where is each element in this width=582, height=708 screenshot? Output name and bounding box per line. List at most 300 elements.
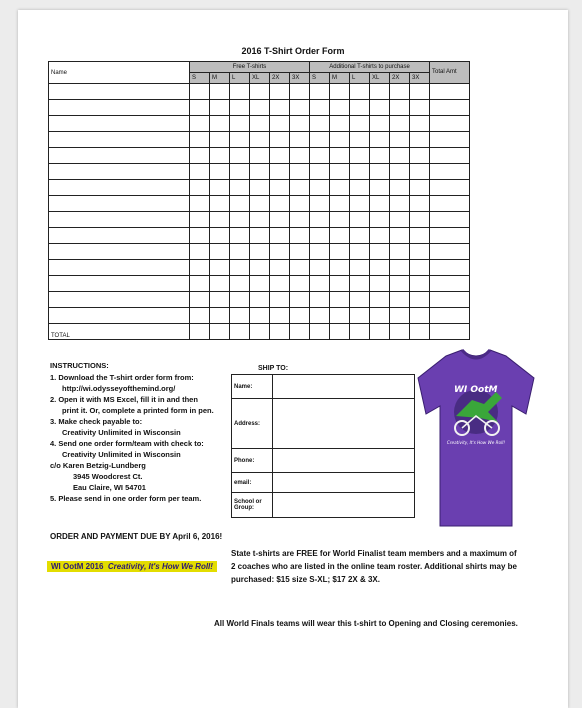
quantity-cell[interactable] [350,196,370,212]
banner-prefix: WI OotM 2016 [51,562,104,571]
ship-field-label: Address: [232,399,273,449]
quantity-cell[interactable] [330,180,350,196]
quantity-cell[interactable] [370,244,390,260]
instruction-line: 3. Make check payable to: [50,417,143,426]
quantity-cell[interactable] [250,292,270,308]
quantity-cell[interactable] [350,148,370,164]
quantity-cell[interactable] [370,148,390,164]
instruction-line: Creativity Unlimited in Wisconsin [62,428,181,437]
total-cell[interactable] [270,324,290,340]
quantity-cell[interactable] [270,292,290,308]
quantity-cell[interactable] [390,100,410,116]
order-row [49,228,470,244]
quantity-cell[interactable] [330,164,350,180]
quantity-cell[interactable] [370,180,390,196]
name-cell[interactable] [49,84,190,100]
total-cell[interactable] [390,324,410,340]
quantity-cell[interactable] [310,196,330,212]
quantity-cell[interactable] [270,100,290,116]
quantity-cell[interactable] [250,276,270,292]
tshirt-body [418,350,534,526]
quantity-cell[interactable] [270,132,290,148]
quantity-cell[interactable] [190,180,210,196]
quantity-cell[interactable] [410,84,430,100]
quantity-cell[interactable] [390,260,410,276]
quantity-cell[interactable] [190,164,210,180]
quantity-cell[interactable] [350,212,370,228]
instruction-line: c/o Karen Betzig-Lundberg [50,461,146,470]
quantity-cell[interactable] [250,84,270,100]
quantity-cell[interactable] [430,180,470,196]
total-cell[interactable] [250,324,270,340]
quantity-cell[interactable] [230,132,250,148]
quantity-cell[interactable] [250,308,270,324]
quantity-cell[interactable] [230,84,250,100]
name-cell[interactable] [49,100,190,116]
quantity-cell[interactable] [370,276,390,292]
quantity-cell[interactable] [310,228,330,244]
quantity-cell[interactable] [310,244,330,260]
tshirt-image [416,348,536,530]
name-cell[interactable] [49,164,190,180]
quantity-cell[interactable] [210,260,230,276]
quantity-cell[interactable] [390,212,410,228]
quantity-cell[interactable] [430,84,470,100]
quantity-cell[interactable] [230,164,250,180]
additional-size-header: S [310,73,330,84]
quantity-cell[interactable] [290,100,310,116]
quantity-cell[interactable] [370,196,390,212]
quantity-cell[interactable] [230,260,250,276]
quantity-cell[interactable] [410,228,430,244]
total-cell[interactable] [370,324,390,340]
quantity-cell[interactable] [190,212,210,228]
quantity-cell[interactable] [310,148,330,164]
quantity-cell[interactable] [190,116,210,132]
name-cell[interactable] [49,212,190,228]
free-size-header: 3X [290,73,310,84]
quantity-cell[interactable] [350,132,370,148]
quantity-cell[interactable] [190,196,210,212]
name-cell[interactable] [49,148,190,164]
order-row [49,244,470,260]
quantity-cell[interactable] [270,276,290,292]
quantity-cell[interactable] [330,100,350,116]
quantity-cell[interactable] [350,276,370,292]
quantity-cell[interactable] [430,292,470,308]
additional-size-header: XL [370,73,390,84]
quantity-cell[interactable] [230,100,250,116]
quantity-cell[interactable] [370,228,390,244]
quantity-cell[interactable] [410,244,430,260]
quantity-cell[interactable] [430,276,470,292]
quantity-cell[interactable] [190,148,210,164]
order-row [49,308,470,324]
name-cell[interactable] [49,116,190,132]
quantity-cell[interactable] [390,148,410,164]
instruction-line: Creativity Unlimited in Wisconsin [62,450,181,459]
due-date-notice: ORDER AND PAYMENT DUE BY April 6, 2016! [50,532,223,541]
ship-field-input[interactable] [273,493,415,518]
free-size-header: L [230,73,250,84]
total-cell[interactable] [430,324,470,340]
tshirt-graphic-text: Creativity, It's How We Roll! [446,440,506,445]
quantity-cell[interactable] [430,116,470,132]
quantity-cell[interactable] [230,148,250,164]
quantity-cell[interactable] [290,308,310,324]
quantity-cell[interactable] [330,260,350,276]
quantity-cell[interactable] [430,196,470,212]
name-cell[interactable] [49,228,190,244]
total-cell[interactable] [310,324,330,340]
quantity-cell[interactable] [410,276,430,292]
quantity-cell[interactable] [430,148,470,164]
total-amt-header: Total Amt [430,62,470,84]
quantity-cell[interactable] [350,308,370,324]
quantity-cell[interactable] [330,132,350,148]
quantity-cell[interactable] [230,180,250,196]
quantity-cell[interactable] [290,244,310,260]
quantity-cell[interactable] [330,244,350,260]
quantity-cell[interactable] [390,180,410,196]
order-row [49,100,470,116]
quantity-cell[interactable] [210,100,230,116]
order-row [49,292,470,308]
name-cell[interactable] [49,244,190,260]
ship-field-label: email: [232,473,273,493]
quantity-cell[interactable] [390,292,410,308]
total-cell[interactable] [330,324,350,340]
instructions [50,360,230,504]
order-table [48,61,470,340]
total-cell[interactable] [410,324,430,340]
ship-field-input[interactable] [273,449,415,473]
quantity-cell[interactable] [390,228,410,244]
ship-to-table [231,374,415,518]
quantity-cell[interactable] [310,180,330,196]
quantity-cell[interactable] [290,260,310,276]
quantity-cell[interactable] [250,100,270,116]
quantity-cell[interactable] [270,84,290,100]
quantity-cell[interactable] [310,116,330,132]
quantity-cell[interactable] [390,244,410,260]
quantity-cell[interactable] [250,212,270,228]
order-row [49,196,470,212]
quantity-cell[interactable] [430,244,470,260]
quantity-cell[interactable] [270,196,290,212]
quantity-cell[interactable] [390,132,410,148]
quantity-cell[interactable] [270,308,290,324]
name-cell[interactable] [49,276,190,292]
quantity-cell[interactable] [230,276,250,292]
quantity-cell[interactable] [190,292,210,308]
quantity-cell[interactable] [290,196,310,212]
quantity-cell[interactable] [350,164,370,180]
quantity-cell[interactable] [410,132,430,148]
quantity-cell[interactable] [230,212,250,228]
additional-size-header: 3X [410,73,430,84]
quantity-cell[interactable] [410,100,430,116]
ship-to-row [232,493,415,518]
quantity-cell[interactable] [410,212,430,228]
quantity-cell[interactable] [210,292,230,308]
ship-field-label: School or Group: [232,493,273,518]
quantity-cell[interactable] [410,164,430,180]
quantity-cell[interactable] [190,276,210,292]
quantity-cell[interactable] [270,148,290,164]
quantity-cell[interactable] [250,116,270,132]
quantity-cell[interactable] [250,164,270,180]
quantity-cell[interactable] [190,244,210,260]
quantity-cell[interactable] [370,164,390,180]
quantity-cell[interactable] [210,276,230,292]
quantity-cell[interactable] [330,276,350,292]
total-row [49,324,470,340]
quantity-cell[interactable] [350,228,370,244]
quantity-cell[interactable] [410,196,430,212]
quantity-cell[interactable] [350,116,370,132]
free-size-header: 2X [270,73,290,84]
free-shirts-note: State t-shirts are FREE for World Finalist team members and a maximum of 2 coaches who are listed in the online team roster. Additional shirts may be purchased: $15 size S-XL; $17 2X & 3X. [231,549,518,584]
order-row [49,132,470,148]
quantity-cell[interactable] [290,132,310,148]
quantity-cell[interactable] [410,116,430,132]
instruction-line: print it. Or, complete a printed form in pen. [62,406,214,415]
quantity-cell[interactable] [310,100,330,116]
quantity-cell[interactable] [250,180,270,196]
quantity-cell[interactable] [290,292,310,308]
quantity-cell[interactable] [350,244,370,260]
quantity-cell[interactable] [330,196,350,212]
free-size-header: M [210,73,230,84]
quantity-cell[interactable] [250,228,270,244]
quantity-cell[interactable] [310,308,330,324]
order-row [49,260,470,276]
quantity-cell[interactable] [370,308,390,324]
order-row [49,84,470,100]
quantity-cell[interactable] [350,84,370,100]
quantity-cell[interactable] [310,84,330,100]
quantity-cell[interactable] [210,180,230,196]
quantity-cell[interactable] [190,132,210,148]
name-cell[interactable] [49,292,190,308]
instruction-line: 3945 Woodcrest Ct. [73,472,143,481]
ship-to-row [232,449,415,473]
quantity-cell[interactable] [210,308,230,324]
quantity-cell[interactable] [190,100,210,116]
total-cell[interactable] [190,324,210,340]
quantity-cell[interactable] [410,260,430,276]
order-row [49,276,470,292]
total-cell[interactable] [230,324,250,340]
order-row [49,212,470,228]
quantity-cell[interactable] [270,244,290,260]
quantity-cell[interactable] [330,228,350,244]
quantity-cell[interactable] [310,132,330,148]
quantity-cell[interactable] [350,260,370,276]
ship-field-input[interactable] [273,473,415,493]
banner-slogan: Creativity, It's How We Roll! [107,562,213,571]
document-page [18,10,568,708]
free-size-header: S [190,73,210,84]
quantity-cell[interactable] [370,132,390,148]
order-row [49,148,470,164]
world-finals-note: All World Finals teams will wear this t-shirt to Opening and Closing ceremonies. [214,619,518,628]
quantity-cell[interactable] [390,276,410,292]
quantity-cell[interactable] [250,196,270,212]
quantity-cell[interactable] [370,100,390,116]
quantity-cell[interactable] [190,308,210,324]
order-row [49,116,470,132]
slogan-banner [47,561,217,572]
quantity-cell[interactable] [210,244,230,260]
instruction-line: 2. Open it with MS Excel, fill it in and then [50,395,198,404]
quantity-cell[interactable] [410,308,430,324]
instruction-line: Eau Claire, WI 54701 [73,483,146,492]
quantity-cell[interactable] [250,244,270,260]
quantity-cell[interactable] [270,228,290,244]
ship-to-row [232,399,415,449]
quantity-cell[interactable] [370,292,390,308]
quantity-cell[interactable] [330,116,350,132]
quantity-cell[interactable] [290,180,310,196]
quantity-cell[interactable] [350,100,370,116]
name-header: Name [49,62,190,84]
quantity-cell[interactable] [290,116,310,132]
quantity-cell[interactable] [230,244,250,260]
form-title: 2016 T-Shirt Order Form [241,46,345,56]
quantity-cell[interactable] [370,116,390,132]
quantity-cell[interactable] [430,100,470,116]
name-cell[interactable] [49,180,190,196]
additional-size-header: 2X [390,73,410,84]
name-cell[interactable] [49,132,190,148]
quantity-cell[interactable] [270,180,290,196]
additional-size-header: M [330,73,350,84]
name-cell[interactable] [49,196,190,212]
quantity-cell[interactable] [250,148,270,164]
quantity-cell[interactable] [410,292,430,308]
quantity-cell[interactable] [430,260,470,276]
quantity-cell[interactable] [310,276,330,292]
quantity-cell[interactable] [210,164,230,180]
quantity-cell[interactable] [210,84,230,100]
quantity-cell[interactable] [290,148,310,164]
name-cell[interactable] [49,260,190,276]
quantity-cell[interactable] [270,260,290,276]
ship-field-label: Name: [232,375,273,399]
quantity-cell[interactable] [390,164,410,180]
quantity-cell[interactable] [250,260,270,276]
instruction-line: 1. Download the T-shirt order form from: [50,373,194,382]
additional-size-header: L [350,73,370,84]
instruction-line: 4. Send one order form/team with check to: [50,439,204,448]
instructions-heading: INSTRUCTIONS: [50,361,109,370]
quantity-cell[interactable] [210,196,230,212]
total-cell[interactable] [290,324,310,340]
quantity-cell[interactable] [270,116,290,132]
quantity-cell[interactable] [210,148,230,164]
quantity-cell[interactable] [330,84,350,100]
free-size-header: XL [250,73,270,84]
quantity-cell[interactable] [390,196,410,212]
ship-to-row [232,473,415,493]
quantity-cell[interactable] [390,116,410,132]
quantity-cell[interactable] [310,164,330,180]
quantity-cell[interactable] [210,212,230,228]
ship-field-input[interactable] [273,399,415,449]
quantity-cell[interactable] [250,132,270,148]
quantity-cell[interactable] [190,228,210,244]
svg-text:WI OotM: WI OotM [454,385,498,395]
quantity-cell[interactable] [310,292,330,308]
quantity-cell[interactable] [290,228,310,244]
ship-field-label: Phone: [232,449,273,473]
order-row [49,164,470,180]
quantity-cell[interactable] [270,164,290,180]
quantity-cell[interactable] [370,84,390,100]
quantity-cell[interactable] [310,260,330,276]
quantity-cell[interactable] [430,228,470,244]
quantity-cell[interactable] [330,308,350,324]
total-cell[interactable] [210,324,230,340]
ship-to-row [232,375,415,399]
quantity-cell[interactable] [350,292,370,308]
quantity-cell[interactable] [230,196,250,212]
quantity-cell[interactable] [270,212,290,228]
quantity-cell[interactable] [430,308,470,324]
quantity-cell[interactable] [290,84,310,100]
quantity-cell[interactable] [410,148,430,164]
additional-tshirts-header: Additional T-shirts to purchase [310,62,430,73]
quantity-cell[interactable] [330,212,350,228]
total-cell[interactable] [350,324,370,340]
total-label: TOTAL [49,324,190,340]
order-row [49,180,470,196]
quantity-cell[interactable] [430,164,470,180]
quantity-cell[interactable] [390,84,410,100]
quantity-cell[interactable] [370,212,390,228]
quantity-cell[interactable] [230,308,250,324]
instruction-line: http://wi.odysseyofthemind.org/ [62,384,176,393]
quantity-cell[interactable] [430,132,470,148]
quantity-cell[interactable] [230,116,250,132]
quantity-cell[interactable] [290,164,310,180]
quantity-cell[interactable] [330,292,350,308]
quantity-cell[interactable] [230,292,250,308]
ship-to-label: SHIP TO: [258,365,289,372]
quantity-cell[interactable] [190,260,210,276]
free-tshirts-header: Free T-shirts [190,62,310,73]
ship-field-input[interactable] [273,375,415,399]
quantity-cell[interactable] [230,228,250,244]
quantity-cell[interactable] [370,260,390,276]
quantity-cell[interactable] [190,84,210,100]
quantity-cell[interactable] [390,308,410,324]
quantity-cell[interactable] [210,116,230,132]
quantity-cell[interactable] [290,212,310,228]
quantity-cell[interactable] [350,180,370,196]
quantity-cell[interactable] [290,276,310,292]
quantity-cell[interactable] [410,180,430,196]
quantity-cell[interactable] [330,148,350,164]
name-cell[interactable] [49,308,190,324]
quantity-cell[interactable] [210,228,230,244]
quantity-cell[interactable] [430,212,470,228]
quantity-cell[interactable] [210,132,230,148]
instruction-line: 5. Please send in one order form per team. [50,494,202,503]
quantity-cell[interactable] [310,212,330,228]
